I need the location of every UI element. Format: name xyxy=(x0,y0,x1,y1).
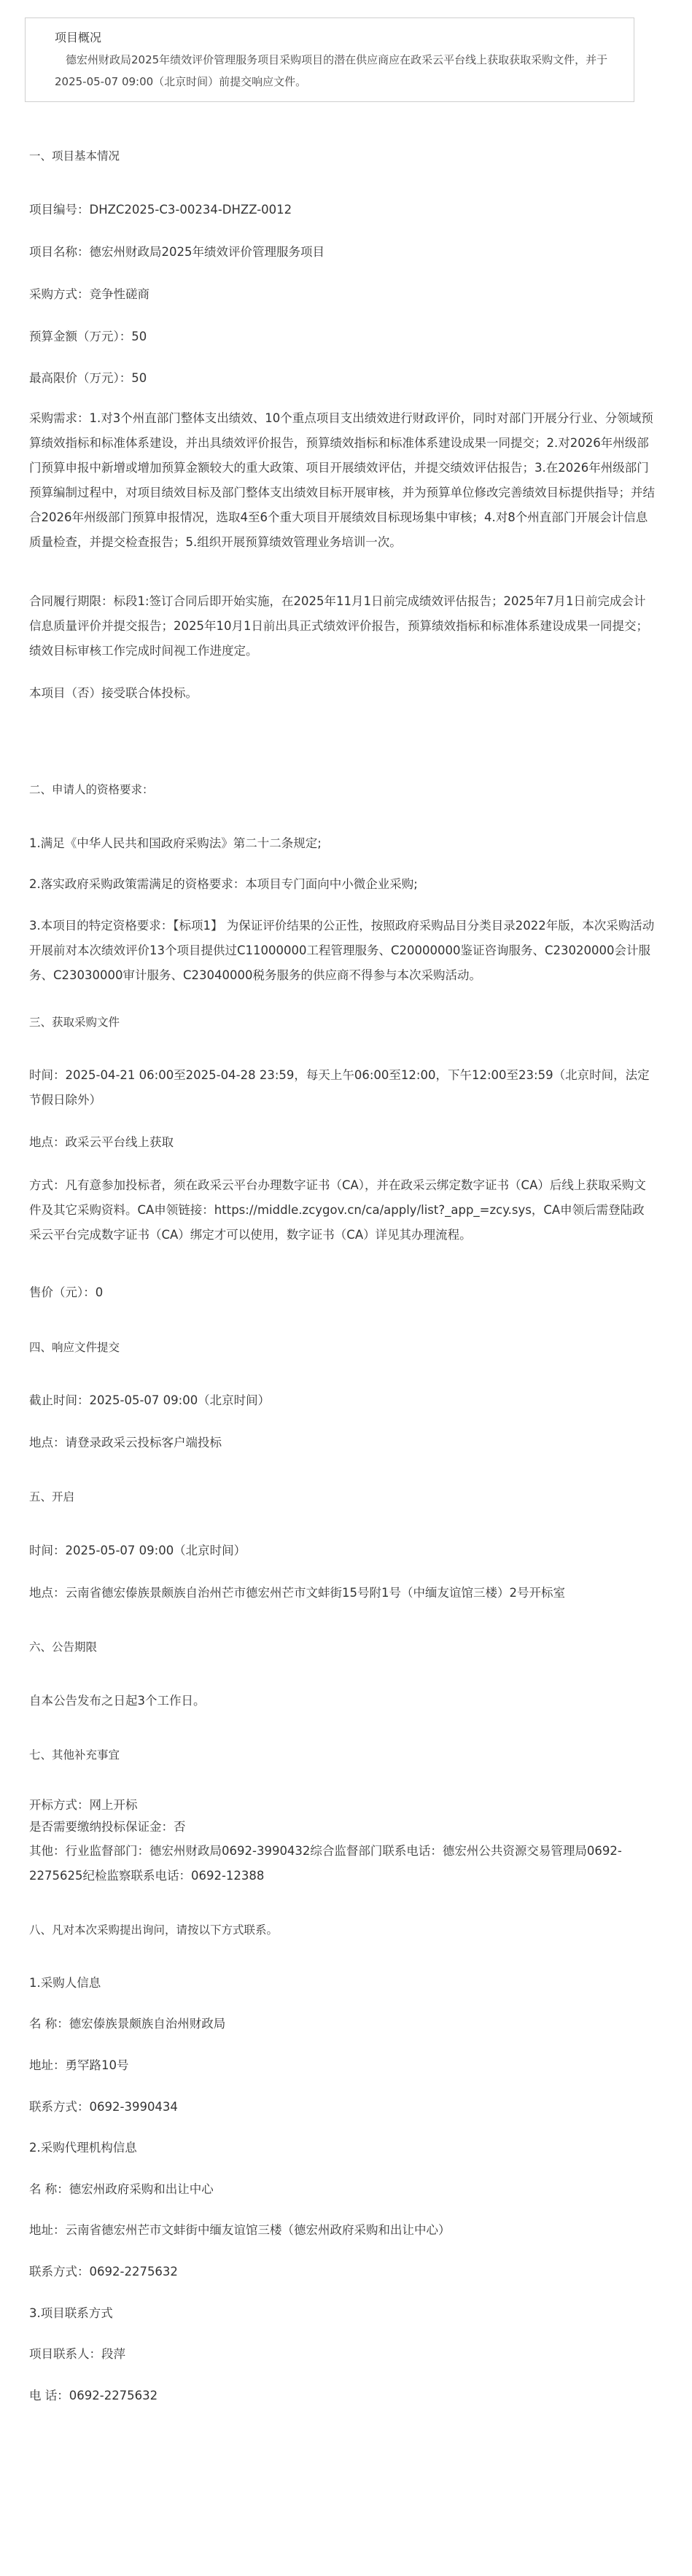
opening-place: 地点：云南省德宏傣族景颇族自治州芒市德宏州芒市文蚌街15号附1号（中缅友谊馆三楼）2号开标室 xyxy=(29,1586,565,1600)
project-summary-box xyxy=(25,17,634,102)
agency-name: 名 称：德宏州政府采购和出让中心 xyxy=(29,2182,214,2196)
max-price: 最高限价（万元）：50 xyxy=(29,371,147,385)
qualification-item-1: 1.满足《中华人民共和国政府采购法》第二十二条规定; xyxy=(29,836,322,850)
deposit-required: 是否需要缴纳投标保证金：否 xyxy=(29,1820,186,1834)
project-name: 项目名称：德宏州财政局2025年绩效评价管理服务项目 xyxy=(29,245,324,259)
supervision-contacts: 其他：行业监督部门：德宏州财政局0692-3990432综合监督部门联系电话：德宏州公共资源交易管理局0692-2275625纪检监察联系电话：0692-12388 xyxy=(29,1844,622,1883)
section-1-heading: 一、项目基本情况 xyxy=(29,149,120,163)
submit-place: 地点：请登录政采云投标客户端投标 xyxy=(29,1436,222,1450)
opening-mode: 开标方式：网上开标 xyxy=(29,1798,138,1812)
acquire-time: 时间：2025-04-21 06:00至2025-04-28 23:59，每天上午06:00至12:00，下午12:00至23:59（北京时间，法定节假日除外） xyxy=(29,1068,650,1107)
contact-person: 项目联系人：段萍 xyxy=(29,2347,125,2361)
purchaser-address: 地址：勇罕路10号 xyxy=(29,2058,129,2072)
contact-title: 3.项目联系方式 xyxy=(29,2306,113,2320)
document-price: 售价（元）：0 xyxy=(29,1285,104,1299)
agency-phone: 联系方式：0692-2275632 xyxy=(29,2265,178,2279)
section-4-heading: 四、响应文件提交 xyxy=(29,1341,120,1354)
procurement-method: 采购方式：竞争性磋商 xyxy=(29,287,149,301)
purchaser-name: 名 称：德宏傣族景颇族自治州财政局 xyxy=(29,2017,226,2031)
submit-deadline: 截止时间：2025-05-07 09:00（北京时间） xyxy=(29,1393,271,1407)
procurement-requirement: 采购需求：1.对3个州直部门整体支出绩效、10个重点项目支出绩效进行财政评价，同时对部门开展分行业、分领域预算绩效指标和标准体系建设，并出具绩效评价报告，预算绩效指标和标准体系建设成果一同提交；2.对2026年州级部门预算申报中新增或增加预算金额较大的重大政策、项目开展绩效评估，并提交绩效评估报告；3.在2026年州级部门预算编制过程中，对项目绩效目标及部门整体支出绩效目标开展审核，并为预算单位修改完善绩效目标提供指导；并结合2026年州级部门预算申报情况，选取4至6个重大项目开展绩效目标现场集中审核；4.对8个州直部门开展会计信息质量检查，并提交检查报告；5.组织开展预算绩效管理业务培训一次。 xyxy=(29,411,655,549)
qualification-item-3: 3.本项目的特定资格要求：【标项1】 为保证评价结果的公正性，按照政府采购品目分类目录2022年版，本次采购活动开展前对本次绩效评价13个项目提供过C11000000工程管理服务、C20000000鉴证咨询服务、C23020000会计服务、C23030000审计服务、C23040000税务服务的供应商不得参与本次采购活动。 xyxy=(29,919,655,982)
consortium-note: 本项目（否）接受联合体投标。 xyxy=(29,686,198,700)
section-3-heading: 三、获取采购文件 xyxy=(29,1016,120,1029)
budget-amount: 预算金额（万元）：50 xyxy=(29,330,147,343)
section-5-heading: 五、开启 xyxy=(29,1490,75,1503)
contact-phone: 电 话：0692-2275632 xyxy=(29,2389,158,2402)
qualification-item-2: 2.落实政府采购政策需满足的资格要求：本项目专门面向中小微企业采购; xyxy=(29,877,418,891)
agency-address: 地址：云南省德宏州芒市文蚌街中缅友谊馆三楼（德宏州政府采购和出让中心） xyxy=(29,2223,451,2237)
summary-title: 项目概况 xyxy=(55,31,102,44)
section-6-heading: 六、公告期限 xyxy=(29,1641,98,1654)
agency-title: 2.采购代理机构信息 xyxy=(29,2141,137,2155)
summary-text: 德宏州财政局2025年绩效评价管理服务项目采购项目的潜在供应商应在政采云平台线上获取获取采购文件，并于2025-05-07 09:00（北京时间）前提交响应文件。 xyxy=(55,53,608,88)
project-number: 项目编号：DHZC2025-C3-00234-DHZZ-0012 xyxy=(29,203,292,217)
acquire-method: 方式：凡有意参加投标者，须在政采云平台办理数字证书（CA），并在政采云绑定数字证书（CA）后线上获取采购文件及其它采购资料。CA申领链接：https://middle.zcygov.cn/ca/apply/list?_app_=zcy.sys，CA申领后需登陆政采云平台完成数字证书（CA）绑定才可以使用，数字证书（CA）详见其办理流程。 xyxy=(29,1178,646,1242)
purchaser-title: 1.采购人信息 xyxy=(29,1976,101,1990)
opening-time: 时间：2025-05-07 09:00（北京时间） xyxy=(29,1544,246,1557)
section-7-heading: 七、其他补充事宜 xyxy=(29,1748,120,1762)
purchaser-phone: 联系方式：0692-3990434 xyxy=(29,2100,178,2114)
contract-period: 合同履行期限：标段1:签订合同后即开始实施，在2025年11月1日前完成绩效评估报告；2025年7月1日前完成会计信息质量评价并提交报告；2025年10月1日前出具正式绩效评价报告，预算绩效指标和标准体系建设成果一同提交；绩效目标审核工作完成时间视工作进度定。 xyxy=(29,594,648,658)
section-8-heading: 八、凡对本次采购提出询问，请按以下方式联系。 xyxy=(29,1923,279,1937)
announcement-period: 自本公告发布之日起3个工作日。 xyxy=(29,1694,206,1708)
section-2-heading: 二、申请人的资格要求： xyxy=(29,783,154,796)
acquire-place: 地点：政采云平台线上获取 xyxy=(29,1135,174,1149)
